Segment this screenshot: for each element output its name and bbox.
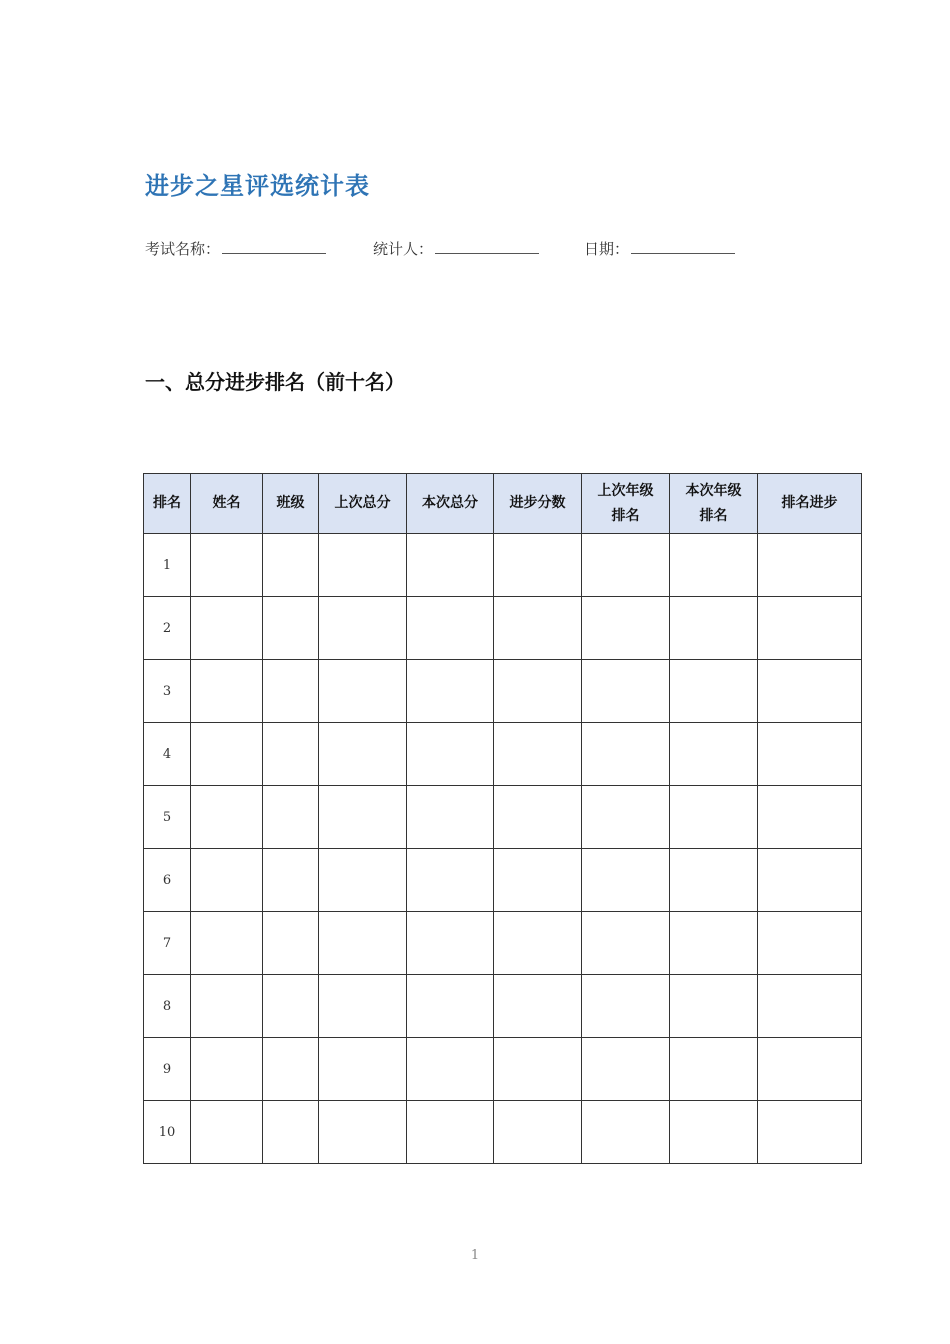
empty-cell[interactable]: [263, 849, 319, 912]
empty-cell[interactable]: [582, 1101, 670, 1164]
empty-cell[interactable]: [758, 975, 862, 1038]
empty-cell[interactable]: [407, 723, 494, 786]
empty-cell[interactable]: [494, 597, 582, 660]
column-header: 排名进步: [758, 474, 862, 534]
empty-cell[interactable]: [407, 597, 494, 660]
rank-cell: 8: [144, 975, 191, 1038]
empty-cell[interactable]: [263, 660, 319, 723]
empty-cell[interactable]: [407, 975, 494, 1038]
empty-cell[interactable]: [319, 1101, 407, 1164]
empty-cell[interactable]: [582, 786, 670, 849]
empty-cell[interactable]: [407, 912, 494, 975]
empty-cell[interactable]: [191, 975, 263, 1038]
empty-cell[interactable]: [407, 849, 494, 912]
page-number: 1: [470, 1248, 480, 1263]
empty-cell[interactable]: [670, 786, 758, 849]
empty-cell[interactable]: [191, 723, 263, 786]
empty-cell[interactable]: [263, 723, 319, 786]
empty-cell[interactable]: [407, 1101, 494, 1164]
column-header: 本次年级 排名: [670, 474, 758, 534]
rank-cell: 9: [144, 1038, 191, 1101]
section-title: 一、总分进步排名（前十名）: [145, 370, 405, 394]
statistician-field: [373, 238, 539, 259]
rank-cell: 3: [144, 660, 191, 723]
empty-cell[interactable]: [670, 849, 758, 912]
empty-cell[interactable]: [670, 534, 758, 597]
table-row: [144, 1038, 862, 1101]
table-row: [144, 975, 862, 1038]
empty-cell[interactable]: [582, 912, 670, 975]
empty-cell[interactable]: [582, 597, 670, 660]
empty-cell[interactable]: [263, 1101, 319, 1164]
empty-cell[interactable]: [191, 849, 263, 912]
empty-cell[interactable]: [582, 723, 670, 786]
column-header: 排名: [144, 474, 191, 534]
empty-cell[interactable]: [263, 597, 319, 660]
empty-cell[interactable]: [319, 660, 407, 723]
empty-cell[interactable]: [191, 660, 263, 723]
rank-cell: 7: [144, 912, 191, 975]
empty-cell[interactable]: [758, 534, 862, 597]
empty-cell[interactable]: [263, 1038, 319, 1101]
empty-cell[interactable]: [191, 597, 263, 660]
empty-cell[interactable]: [191, 912, 263, 975]
empty-cell[interactable]: [263, 534, 319, 597]
rank-cell: 2: [144, 597, 191, 660]
exam-name-label: 考试名称：: [145, 240, 221, 258]
empty-cell[interactable]: [758, 597, 862, 660]
empty-cell[interactable]: [582, 534, 670, 597]
column-header: 班级: [263, 474, 319, 534]
empty-cell[interactable]: [494, 723, 582, 786]
statistician-label: 统计人：: [373, 240, 434, 258]
table-row: [144, 849, 862, 912]
empty-cell[interactable]: [191, 534, 263, 597]
empty-cell[interactable]: [407, 786, 494, 849]
statistician-blank[interactable]: [435, 239, 539, 254]
table-header-row: [144, 474, 862, 534]
date-label: 日期：: [584, 240, 630, 258]
empty-cell[interactable]: [263, 975, 319, 1038]
empty-cell[interactable]: [582, 849, 670, 912]
empty-cell[interactable]: [407, 660, 494, 723]
rank-cell: 5: [144, 786, 191, 849]
empty-cell[interactable]: [263, 912, 319, 975]
ranking-table: [143, 473, 862, 1164]
empty-cell[interactable]: [670, 912, 758, 975]
empty-cell[interactable]: [319, 723, 407, 786]
column-header: 上次年级 排名: [582, 474, 670, 534]
rank-cell: 4: [144, 723, 191, 786]
empty-cell[interactable]: [191, 1101, 263, 1164]
table-row: [144, 1101, 862, 1164]
empty-cell[interactable]: [494, 660, 582, 723]
table-row: [144, 912, 862, 975]
empty-cell[interactable]: [758, 723, 862, 786]
empty-cell[interactable]: [758, 1101, 862, 1164]
empty-cell[interactable]: [758, 1038, 862, 1101]
rank-cell: 10: [144, 1101, 191, 1164]
table-row: [144, 597, 862, 660]
column-header: 上次总分: [319, 474, 407, 534]
empty-cell[interactable]: [758, 786, 862, 849]
empty-cell[interactable]: [319, 849, 407, 912]
empty-cell[interactable]: [670, 597, 758, 660]
empty-cell[interactable]: [407, 1038, 494, 1101]
empty-cell[interactable]: [319, 534, 407, 597]
empty-cell[interactable]: [319, 597, 407, 660]
empty-cell[interactable]: [670, 1038, 758, 1101]
empty-cell[interactable]: [319, 912, 407, 975]
empty-cell[interactable]: [494, 534, 582, 597]
column-header: 本次总分: [407, 474, 494, 534]
empty-cell[interactable]: [494, 1038, 582, 1101]
empty-cell[interactable]: [582, 660, 670, 723]
empty-cell[interactable]: [319, 786, 407, 849]
empty-cell[interactable]: [263, 786, 319, 849]
exam-name-blank[interactable]: [222, 239, 326, 254]
empty-cell[interactable]: [758, 660, 862, 723]
empty-cell[interactable]: [494, 849, 582, 912]
empty-cell[interactable]: [670, 1101, 758, 1164]
empty-cell[interactable]: [758, 912, 862, 975]
document-title: 进步之星评选统计表: [145, 172, 370, 200]
empty-cell[interactable]: [494, 975, 582, 1038]
empty-cell[interactable]: [494, 786, 582, 849]
column-header: 进步分数: [494, 474, 582, 534]
exam-name-field: [145, 238, 326, 259]
empty-cell[interactable]: [191, 1038, 263, 1101]
empty-cell[interactable]: [758, 849, 862, 912]
empty-cell[interactable]: [582, 975, 670, 1038]
table-row: [144, 534, 862, 597]
empty-cell[interactable]: [582, 1038, 670, 1101]
date-blank[interactable]: [631, 239, 735, 254]
empty-cell[interactable]: [407, 534, 494, 597]
date-field: [584, 238, 735, 259]
empty-cell[interactable]: [494, 1101, 582, 1164]
empty-cell[interactable]: [319, 975, 407, 1038]
table-row: [144, 660, 862, 723]
column-header: 姓名: [191, 474, 263, 534]
empty-cell[interactable]: [319, 1038, 407, 1101]
empty-cell[interactable]: [670, 660, 758, 723]
empty-cell[interactable]: [191, 786, 263, 849]
table-row: [144, 786, 862, 849]
rank-cell: 6: [144, 849, 191, 912]
empty-cell[interactable]: [494, 912, 582, 975]
empty-cell[interactable]: [670, 723, 758, 786]
rank-cell: 1: [144, 534, 191, 597]
table-body: [144, 534, 862, 1164]
table-row: [144, 723, 862, 786]
empty-cell[interactable]: [670, 975, 758, 1038]
